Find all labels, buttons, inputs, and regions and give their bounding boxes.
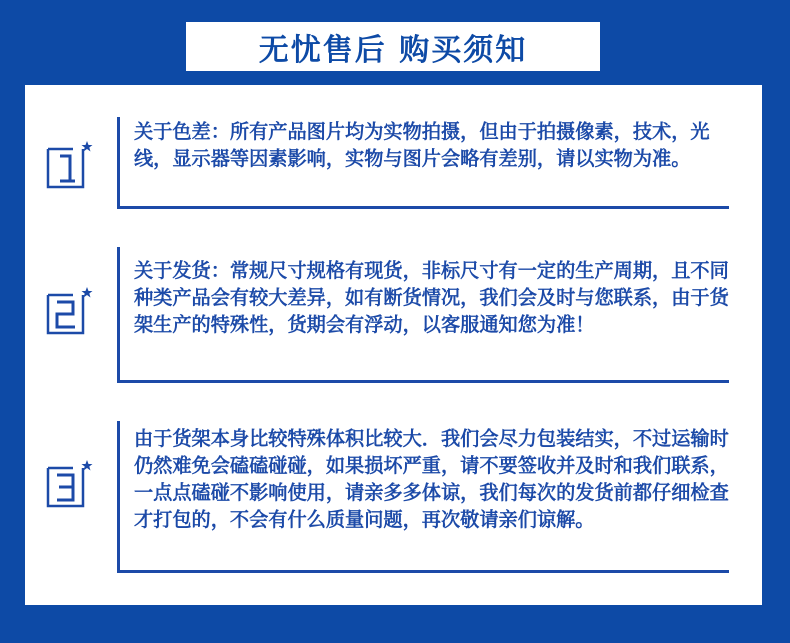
number-2-icon <box>45 287 95 337</box>
notice-panel <box>25 85 762 605</box>
page-title: 无忧售后 购买须知 <box>258 32 528 68</box>
notice-text-2: 关于发货：常规尺寸规格有现货，非标尺寸有一定的生产周期，且不同种类产品会有较大差异，如有断货情况，我们会及时与您联系，由于货架生产的特殊性，货期会有浮动，以客服通知您为准！ <box>134 259 729 336</box>
number-3-icon <box>45 460 95 510</box>
header-title-box <box>186 22 600 71</box>
number-1-icon <box>45 141 95 191</box>
notice-text-1: 关于色差：所有产品图片均为实物拍摄，但由于拍摄像素，技术，光线，显示器等因素影响，实物与图片会略有差别，请以实物为准。 <box>134 120 710 170</box>
notice-text-3: 由于货架本身比较特殊体积比较大．我们会尽力包装结实，不过运输时仍然难免会磕磕碰碰，如果损坏严重，请不要签收并及时和我们联系，一点点磕碰不影响使用，请亲多多体谅，我们每次的发货前都仔细检查才打包的，不会有什么质量问题，再次敬请亲们谅解。 <box>134 427 729 531</box>
